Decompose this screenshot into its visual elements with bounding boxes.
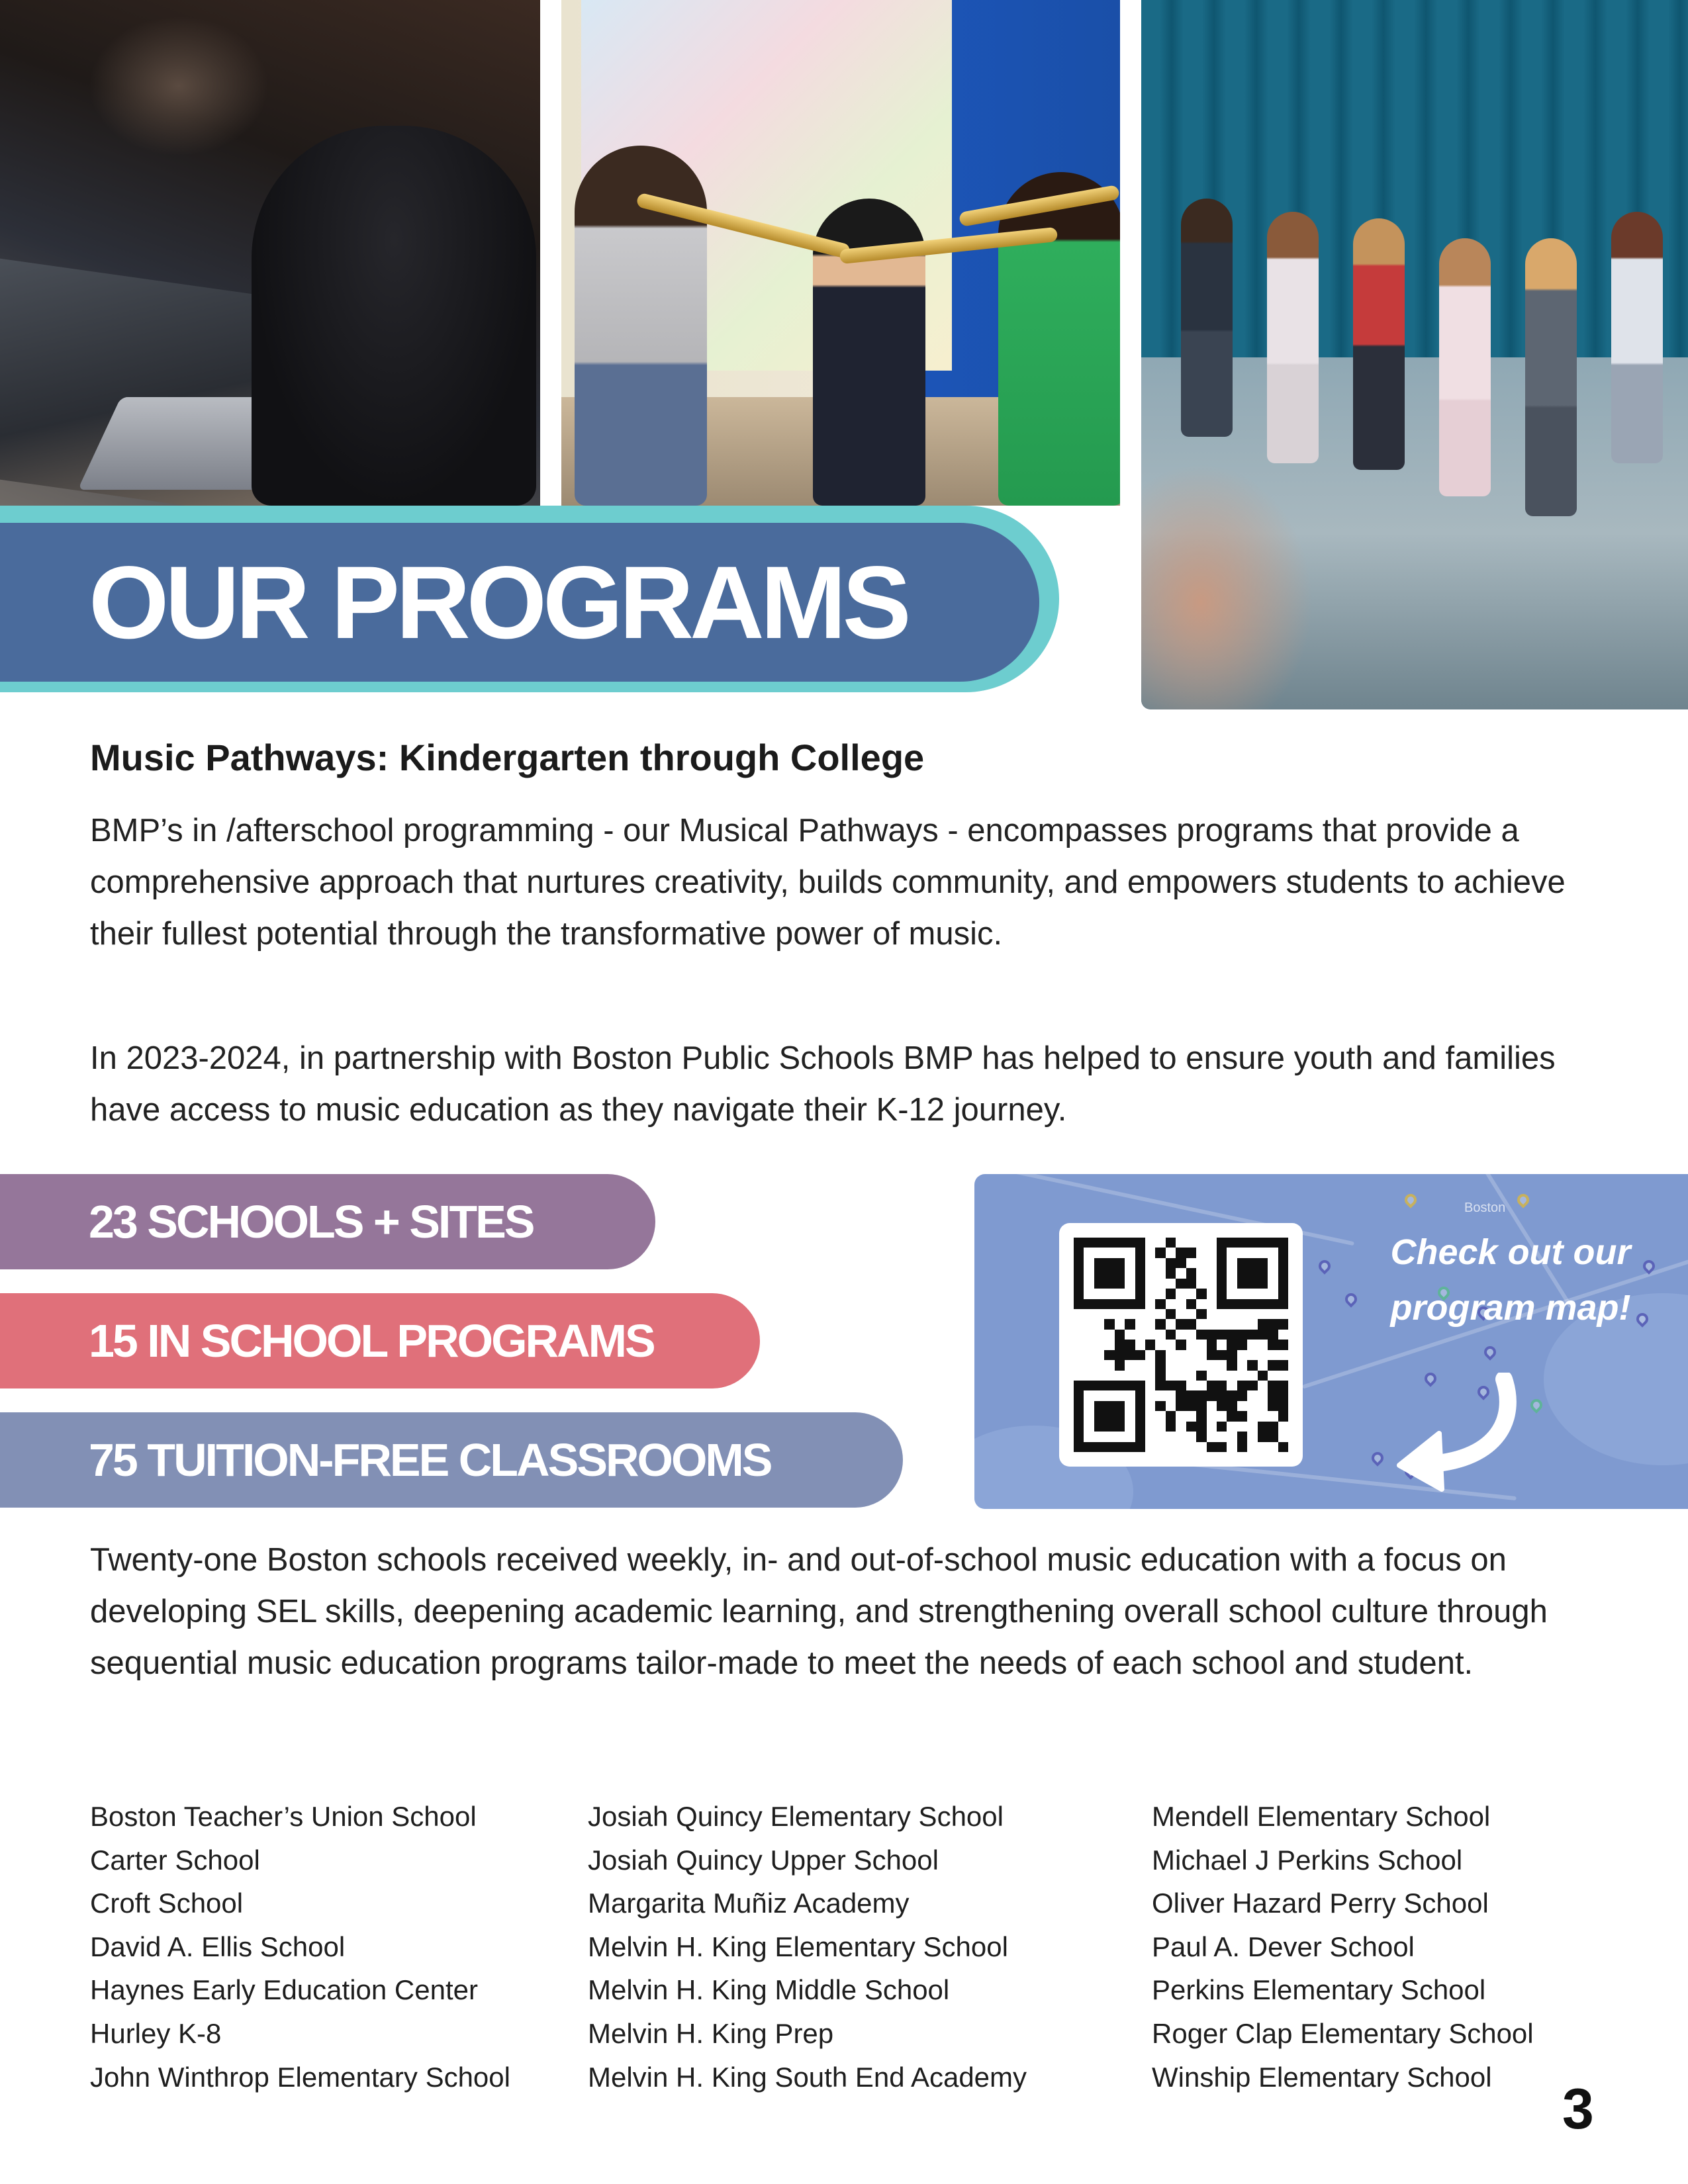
map-city-label: Boston [1464,1201,1506,1215]
curved-arrow-icon [1385,1373,1530,1492]
list-item: Oliver Hazard Perry School [1152,1888,1489,1919]
map-pin-icon [1402,1191,1419,1208]
student-trombonist [998,172,1120,506]
list-item: David A. Ellis School [90,1931,346,1962]
child [1353,218,1405,470]
list-item: Boston Teacher’s Union School [90,1801,477,1832]
page-number: 3 [1562,2077,1594,2141]
list-item: Carter School [90,1844,260,1876]
child [1611,212,1663,463]
page-title: OUR PROGRAMS [89,545,908,660]
photo-students-recording-studio [0,0,540,506]
intro-paragraph: BMP’s in /afterschool programming - our Musical Pathways - encompasses programs that provide a comprehensive approach that nurtures creativity, builds community, and empowers students to achieve their fullest potential through the transformative power of music. [90,813,1566,952]
photo-students-playing-trombones [561,0,1120,506]
map-pin-icon [1342,1291,1359,1307]
stat-in-school-programs: 15 IN SCHOOL PROGRAMS [0,1293,760,1388]
program-map-card[interactable] [974,1174,1688,1509]
list-item: Winship Elementary School [1152,2061,1492,2093]
list-item: Croft School [90,1888,244,1919]
list-item: Michael J Perkins School [1152,1844,1463,1876]
list-item: Hurley K-8 [90,2017,222,2049]
stat-tuition-free-classrooms: 75 TUITION-FREE CLASSROOMS [0,1412,903,1508]
map-cta-line-2: program map! [1390,1288,1631,1328]
list-item: Mendell Elementary School [1152,1801,1491,1832]
list-item: Josiah Quincy Elementary School [588,1801,1004,1832]
partnership-paragraph: In 2023-2024, in partnership with Boston Public Schools BMP has helped to ensure youth and families have access to music education as they navigate their K-12 journey. [90,1040,1556,1128]
child [1525,238,1577,516]
map-cta-line-1: Check out our [1390,1232,1631,1272]
photo-young-children-violin-class [1141,0,1688,709]
map-pin-icon [1316,1257,1333,1274]
child [1267,212,1319,463]
map-call-to-action [1365,1224,1656,1336]
student-in-hoodie [252,126,536,506]
schools-paragraph: Twenty-one Boston schools received weekly, in- and out-of-school music education with a focus on developing SEL skills, deepening academic learning, and strengthening overall school culture through sequential music education programs tailor-made to meet the needs of each school and student. [90,1542,1548,1681]
child [1439,238,1491,496]
list-item: Melvin H. King Middle School [588,1974,950,2006]
list-item: Josiah Quincy Upper School [588,1844,939,1876]
list-item: Perkins Elementary School [1152,1974,1486,2006]
map-pin-icon [1528,1396,1544,1413]
list-item: John Winthrop Elementary School [90,2061,510,2093]
list-item: Melvin H. King South End Academy [588,2061,1027,2093]
section-subtitle: Music Pathways: Kindergarten through College [90,737,925,778]
stat-schools-sites: 23 SCHOOLS + SITES [0,1174,655,1269]
qr-code-icon [1074,1238,1288,1452]
map-pin-icon [1515,1191,1531,1208]
list-item: Paul A. Dever School [1152,1931,1415,1962]
list-item: Haynes Early Education Center [90,1974,478,2006]
list-item: Roger Clap Elementary School [1152,2017,1534,2049]
child [1181,199,1233,437]
school-list-column-3 [1152,1795,1534,2099]
list-item: Melvin H. King Prep [588,2017,834,2049]
qr-code[interactable] [1059,1223,1303,1467]
list-item: Margarita Muñiz Academy [588,1888,910,1919]
list-item: Melvin H. King Elementary School [588,1931,1008,1962]
map-pin-icon [1369,1449,1385,1466]
map-pin-icon [1481,1343,1498,1360]
school-list-column-1 [90,1795,510,2099]
school-list-column-2 [588,1795,1027,2099]
